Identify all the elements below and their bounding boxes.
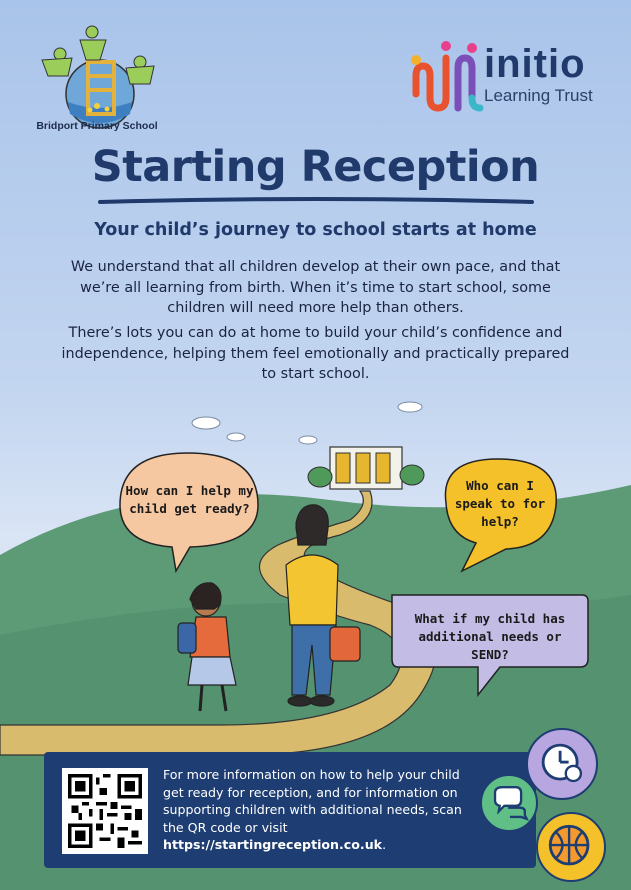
info-suffix: .	[382, 837, 387, 852]
home-support-paragraph: There’s lots you can do at home to build your child’s confidence and independence, helping them feel emotionally and practically prepared to start school.	[61, 325, 570, 382]
title-underline	[96, 194, 536, 214]
bubble-question-2: Who can I speak to for help?	[454, 478, 546, 529]
school-name: Bridport Primary School	[36, 120, 158, 132]
school-building	[308, 447, 424, 489]
trust-name: initio	[484, 42, 586, 86]
basketball-icon	[536, 812, 606, 882]
website-link[interactable]: https://startingreception.co.uk	[163, 837, 383, 852]
intro-paragraph: We understand that all children develop at their own pace, and that we’re all learning from birth. When it’s time to start school, some children will need more help than others.	[70, 259, 561, 316]
bubble-question-3: What if my child has additional needs or SEND?	[414, 611, 566, 662]
info-body: For more information on how to help your child get ready for reception, and for information on supporting children with additional needs, scan the QR code or visit	[163, 767, 462, 835]
school-logo	[22, 14, 172, 134]
info-text	[163, 766, 473, 854]
qr-code-icon[interactable]	[62, 768, 148, 854]
chat-icon	[480, 774, 538, 832]
page-title: Starting Reception	[91, 142, 540, 192]
subtitle: Your child’s journey to school starts at home	[94, 220, 537, 240]
bubble-question-1: How can I help my child get ready?	[125, 483, 254, 516]
clock-icon	[526, 728, 598, 800]
trust-subtitle: Learning Trust	[484, 86, 593, 105]
